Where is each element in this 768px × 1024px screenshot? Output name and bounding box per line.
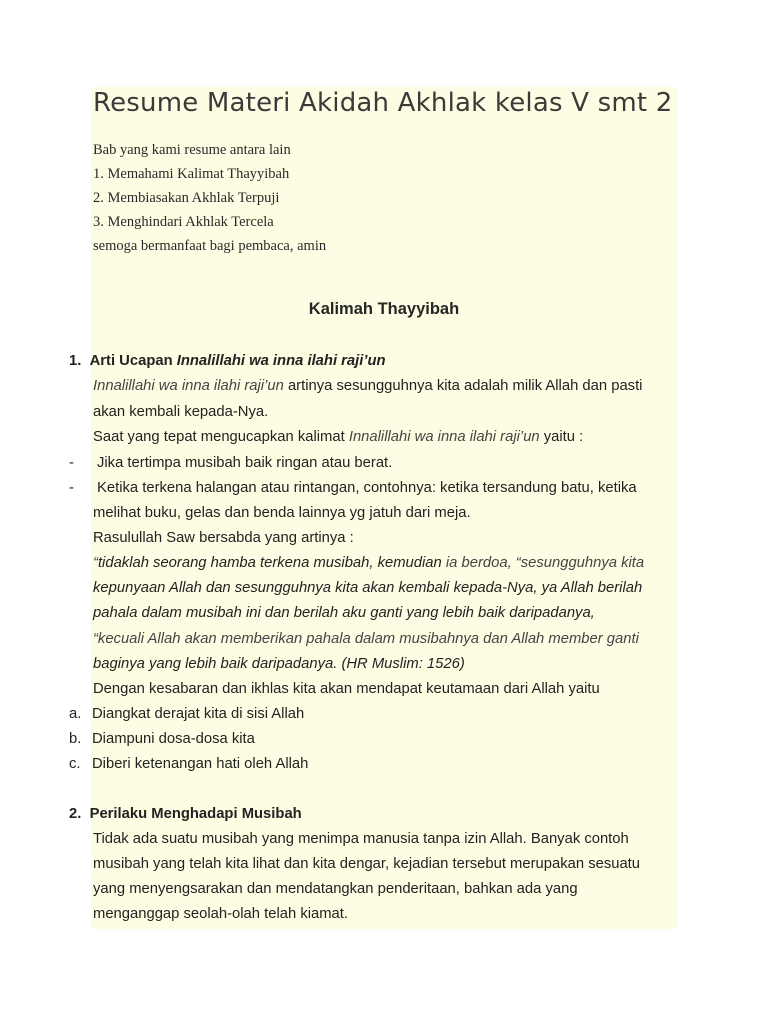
- p2-italic: Innalillahi wa inna ilahi raji’un: [348, 429, 540, 445]
- benefit-marker-c: c.: [69, 756, 81, 772]
- benefit-b: Diampuni dosa-dosa kita: [92, 731, 255, 747]
- hadith-line-2: kepunyaan Allah dan sesungguhnya kita akan kembali kepada-Nya, ya Allah berilah: [93, 580, 643, 596]
- document-title: Resume Materi Akidah Akhlak kelas V smt 2: [93, 88, 673, 118]
- section1-title-italic: Innalillahi wa inna ilahi raji’un: [176, 353, 386, 369]
- intro-line: Bab yang kami resume antara lain: [93, 142, 291, 158]
- hadith-line-1-end: ia berdoa, “sesungguhnya kita: [441, 555, 645, 571]
- hadith-line-5: baginya yang lebih baik daripadanya. (HR Muslim: 1526): [93, 656, 465, 672]
- section1-title-plain: Arti Ucapan: [89, 353, 177, 369]
- hadith-line-4: “kecuali Allah akan memberikan pahala dalam musibahnya dan Allah member ganti: [93, 631, 639, 647]
- open-quote: “: [93, 555, 98, 571]
- section2-line-2: musibah yang telah kita lihat dan kita dengar, kejadian tersebut merupakan sesuatu: [93, 856, 641, 872]
- section2-number: 2.: [69, 806, 82, 822]
- p1-italic: Innalillahi wa inna ilahi raji’un: [93, 378, 284, 394]
- hadith-line-1: [93, 555, 644, 571]
- section-heading: Kalimah Thayyibah: [308, 300, 460, 318]
- bullet-1: Jika tertimpa musibah baik ringan atau berat.: [97, 455, 393, 471]
- section2-title-text: Perilaku Menghadapi Musibah: [89, 806, 302, 822]
- benefit-marker-a: a.: [69, 706, 82, 722]
- p2-end: yaitu :: [539, 429, 584, 445]
- section2-line-4: menganggap seolah-olah telah kiamat.: [93, 906, 349, 922]
- intro-item-1: 1. Memahami Kalimat Thayyibah: [93, 166, 290, 182]
- section2-line-1: Tidak ada suatu musibah yang menimpa manusia tanpa izin Allah. Banyak contoh: [93, 831, 629, 847]
- section2-title: [69, 806, 302, 822]
- section2-line-3: yang menyengsarakan dan mendatangkan penderitaan, bahkan ada yang: [93, 881, 578, 897]
- section1-paragraph1: [93, 378, 642, 394]
- benefit-a: Diangkat derajat kita di sisi Allah: [92, 706, 305, 722]
- hadith-line-1-main: tidaklah seorang hamba terkena musibah, kemudian: [97, 555, 442, 571]
- hadith-intro: Rasulullah Saw bersabda yang artinya :: [93, 530, 354, 546]
- intro-item-3: 3. Menghindari Akhlak Tercela: [93, 214, 274, 230]
- bullet-marker: -: [69, 480, 74, 496]
- intro-item-2: 2. Membiasakan Akhlak Terpuji: [93, 190, 280, 206]
- bullet-2-line1: Ketika terkena halangan atau rintangan, contohnya: ketika tersandung batu, ketika: [97, 480, 637, 496]
- section1-paragraph2: [93, 429, 583, 445]
- benefit-intro: Dengan kesabaran dan ikhlas kita akan mendapat keutamaan dari Allah yaitu: [93, 681, 600, 697]
- bullet-2-line2: melihat buku, gelas dan benda lainnya yg jatuh dari meja.: [93, 505, 471, 521]
- benefit-c: Diberi ketenangan hati oleh Allah: [92, 756, 309, 772]
- benefit-marker-b: b.: [69, 731, 82, 747]
- section1-title: [69, 353, 386, 369]
- bullet-marker: -: [69, 455, 74, 471]
- section1-number: 1.: [69, 353, 82, 369]
- hadith-line-3: pahala dalam musibah ini dan berilah aku ganti yang lebih baik daripadanya,: [93, 605, 595, 621]
- p1-rest: artinya sesungguhnya kita adalah milik Allah dan pasti: [283, 378, 643, 394]
- intro-closing: semoga bermanfaat bagi pembaca, amin: [93, 238, 327, 254]
- section1-paragraph1-line2: akan kembali kepada-Nya.: [93, 404, 269, 420]
- p2-start: Saat yang tepat mengucapkan kalimat: [93, 429, 349, 445]
